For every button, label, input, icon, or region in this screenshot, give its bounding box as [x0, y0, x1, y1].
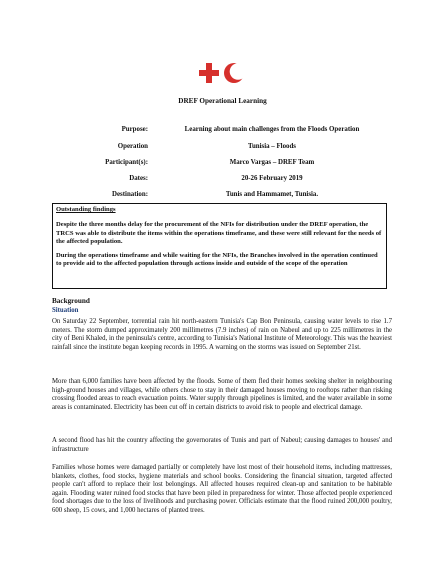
- findings-title: Outstanding findings: [56, 206, 116, 213]
- meta-value: Learning about main challenges from the Floods Operation: [184, 126, 360, 133]
- body-paragraph: On Saturday 22 September, torrential rain hit north-eastern Tunisia's Cap Bon Peninsula, causing water levels to rise 1.7 meters. The storm dumped approximately 200 millimetres (7.9 inches) of rain on Nabeul and up to 225 millimetres in the city of Beni Khaled, in the peninsula's centre, according to Tunisia's National Institute of Meteorology. This was the heaviest rainfall since the institute began keeping records in 1995. A warning on the storms was issued on September 21st.: [52, 318, 392, 351]
- outstanding-findings-box: [52, 203, 387, 289]
- background-heading: Background: [52, 297, 90, 305]
- meta-value: Marco Vargas – DREF Team: [229, 159, 315, 166]
- body-paragraph: A second flood has hit the country affecting the governorates of Tunis and part of Nabeul; causing damages to houses' and infrastructure: [52, 437, 392, 453]
- situation-heading: Situation: [52, 307, 79, 314]
- findings-paragraph: During the operations timeframe and while waiting for the NFIs, the Branches involved in the operation continued to provide aid to the affected population through actions inside and outside of the scope of the operation: [56, 252, 378, 268]
- red-cross-red-crescent-logo: [199, 62, 245, 84]
- meta-label: Purpose:: [121, 126, 148, 133]
- meta-label: Destination:: [112, 191, 148, 198]
- document-title: DREF Operational Learning: [178, 97, 267, 105]
- meta-label: Dates:: [129, 175, 148, 182]
- meta-label: Participant(s):: [105, 159, 148, 166]
- meta-value: Tunisia – Floods: [247, 143, 296, 150]
- red-crescent-icon: [224, 63, 245, 83]
- meta-value: Tunis and Hammamet, Tunisia.: [225, 191, 319, 198]
- body-paragraph: Families whose homes were damaged partially or completely have lost most of their household items, including mattresses, blankets, clothes, food stocks, hygiene materials and school books. Considering the financial situation, targeted affected people can't afford to replace their lost belongings. All affected houses required clean-up and sanitation to be habitable again. Flooding water ruined food stocks that have been piled in preparedness for winter. Those affected people experienced food shortages due to the loss of livelihoods and purchasing power. Officials estimate that the flood ruined 200,000 poultry, 600 sheep, 15 cows, and 1,000 hectares of planted trees.: [52, 464, 392, 514]
- meta-value: 20-26 February 2019: [241, 175, 303, 182]
- meta-label: Operation: [117, 143, 148, 150]
- red-cross-icon: [199, 63, 219, 83]
- findings-paragraph: Despite the three months delay for the procurement of the NFIs for distribution under the DREF operation, the TRCS was able to distribute the items within the operations timeframe, and these were still relevant for the needs of the affected population.: [56, 221, 382, 245]
- body-paragraph: More than 6,000 families have been affected by the floods. Some of them fled their homes seeking shelter in neighbouring high-ground houses and villages, while others chose to stay in their damaged houses moving to rooftops rather than risking crossing flooded areas to reach evacuation points. Water supply through pipelines is limited, and the water available in some areas is contaminated. Electricity has been cut off in certain districts to avoid risk to people and electrical damage.: [52, 378, 392, 411]
